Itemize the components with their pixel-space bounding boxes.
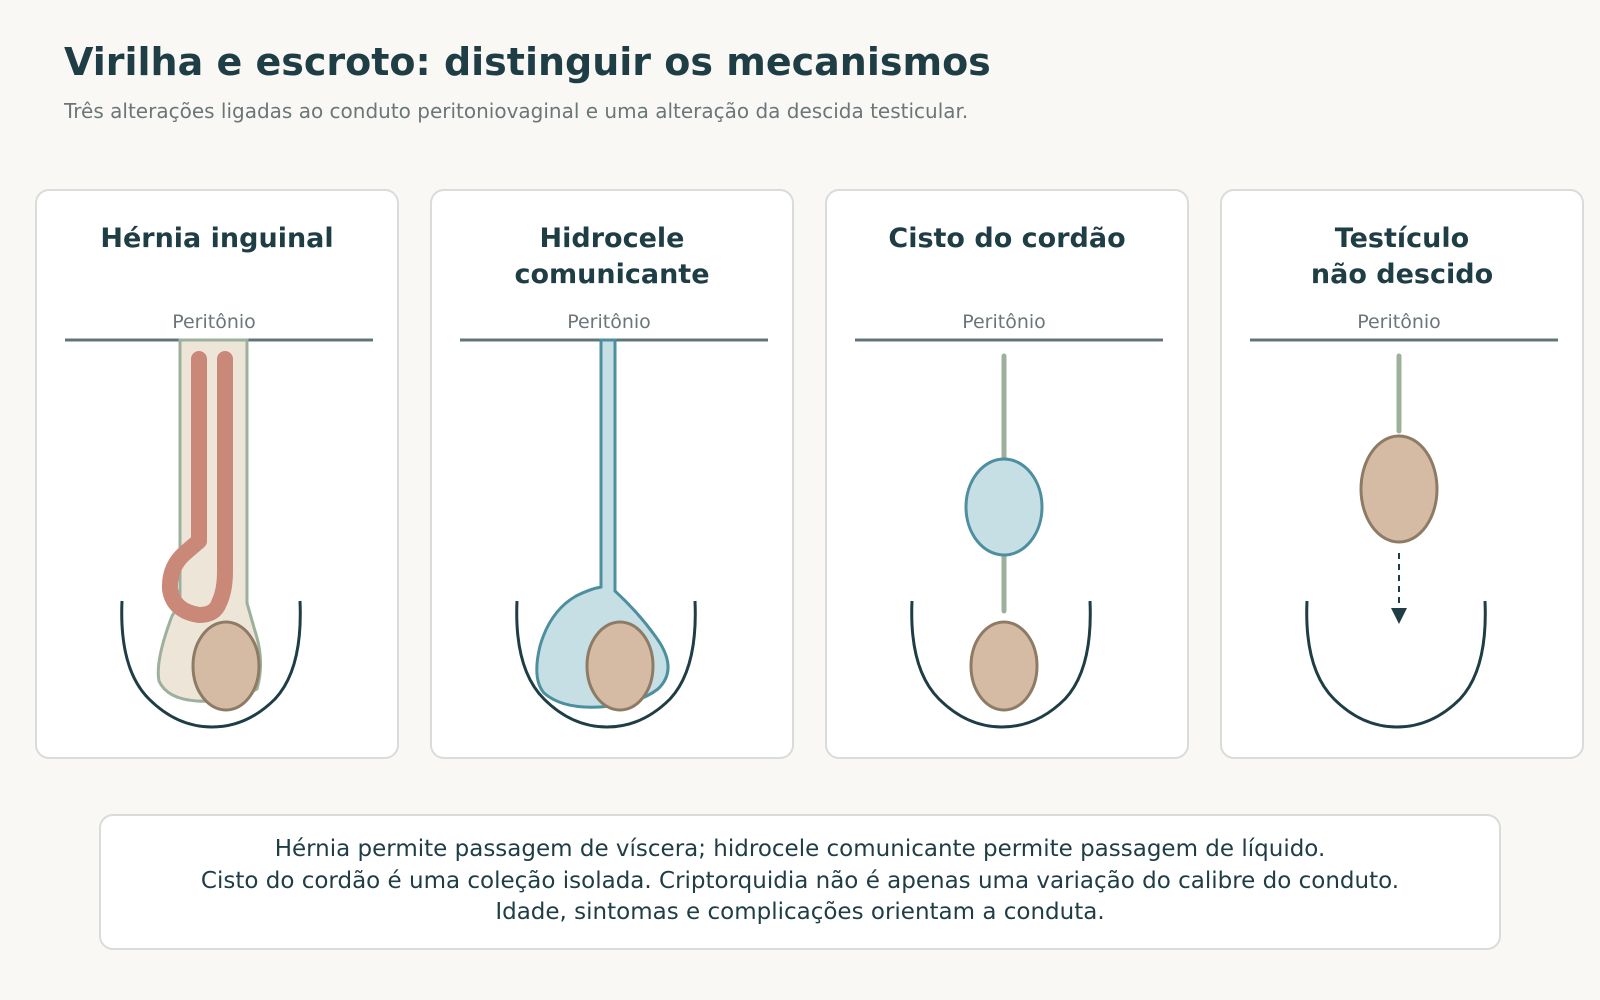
card-cord-cyst <box>825 189 1189 759</box>
card-inguinal-hernia <box>35 189 399 759</box>
peritoneum-label: Peritônio <box>962 311 1046 333</box>
testis <box>971 622 1037 710</box>
summary-note <box>99 814 1501 950</box>
page-subtitle: Três alterações ligadas ao conduto peritoniovaginal e uma alteração da descida testicular. <box>64 99 969 123</box>
card-title: Cisto do cordão <box>888 223 1126 254</box>
cord-cyst <box>966 459 1042 555</box>
card-title: Testículo não descido <box>1310 223 1494 290</box>
testis <box>1361 436 1437 542</box>
peritoneum-label: Peritônio <box>1357 311 1441 333</box>
testis <box>587 622 653 710</box>
hydrocele-diagram <box>432 191 796 761</box>
card-communicating-hydrocele <box>430 189 794 759</box>
peritoneum-label: Peritônio <box>567 311 651 333</box>
undescended-testis-diagram <box>1222 191 1586 761</box>
summary-line: Hérnia permite passagem de víscera; hidrocele comunicante permite passagem de líquido. <box>274 836 1326 862</box>
cord-cyst-diagram <box>827 191 1191 761</box>
card-undescended-testis <box>1220 189 1584 759</box>
card-title: Hidrocele comunicante <box>514 223 710 290</box>
summary-line: Idade, sintomas e complicações orientam a conduta. <box>495 899 1105 925</box>
scrotum-empty <box>1307 601 1486 727</box>
summary-line: Cisto do cordão é uma coleção isolada. Criptorquidia não é apenas uma variação do calibre do conduto. <box>200 867 1400 894</box>
page-title: Virilha e escroto: distinguir os mecanismos <box>64 40 991 84</box>
card-title: Hérnia inguinal <box>100 223 334 254</box>
testis <box>193 622 259 710</box>
hernia-diagram <box>37 191 401 761</box>
peritoneum-label: Peritônio <box>172 311 256 333</box>
